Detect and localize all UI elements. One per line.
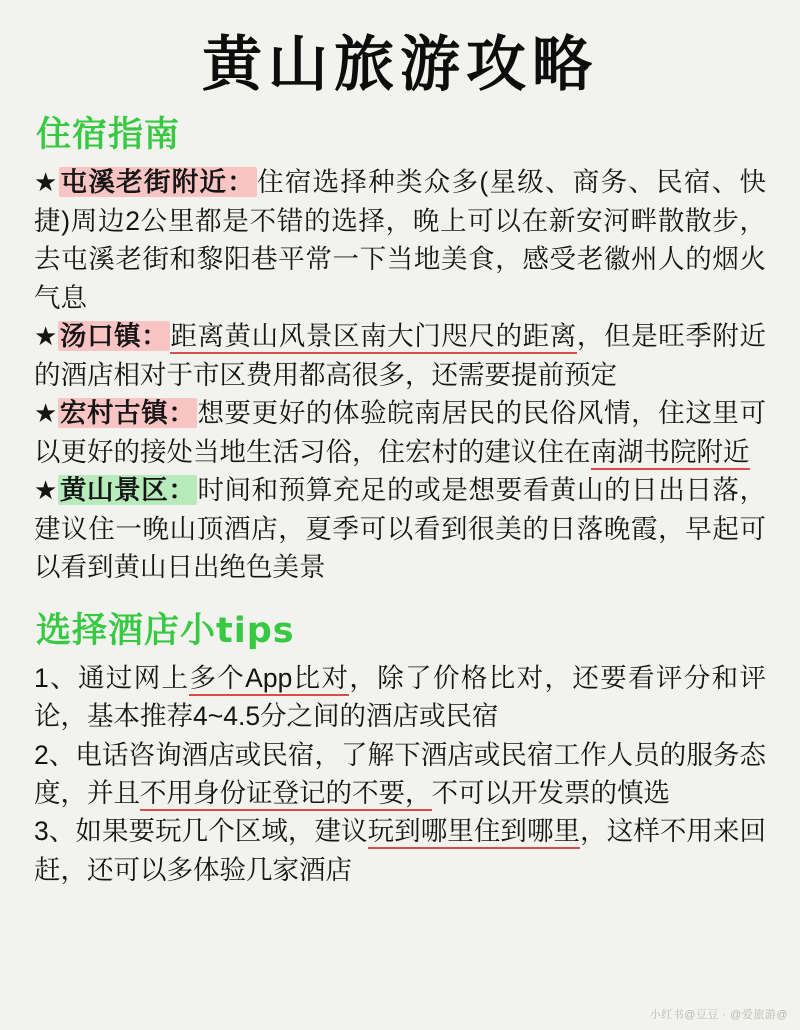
star-icon: ★	[34, 475, 58, 506]
section-heading-accommodation: 住宿指南	[36, 115, 181, 155]
item-label: 黄山景区：	[59, 475, 196, 506]
item-body: 想要更好的体验皖南居民的民俗风情，住这里可以更好的接处当地生活习俗，住宏村的建议住在	[34, 398, 767, 467]
item-text-underlined: 多个App比对	[189, 663, 349, 696]
star-icon: ★	[34, 398, 58, 429]
item-number: 1、	[34, 662, 78, 693]
section-hotel-tips	[34, 603, 766, 890]
item-text-after: ，除了价格比对，还要看评分和评论，基本推荐4~4.5分之间的酒店或民宿	[34, 662, 767, 732]
list-item	[34, 659, 766, 736]
list-item	[34, 163, 766, 317]
item-label: 屯溪老街附近：	[60, 167, 256, 197]
list-item	[34, 317, 766, 394]
list-item	[34, 736, 766, 813]
item-body-underlined-tail: 南湖书院附近	[591, 437, 750, 470]
list-item	[34, 471, 766, 587]
item-body: ，但是旺季附近的酒店相对于市区费用都高很多，还需要提前预定	[34, 320, 767, 390]
item-text-after: ，这样不用来回赶，还可以多体验几家酒店	[34, 816, 767, 885]
item-body: 住宿选择种类众多(星级、商务、民宿、快捷)周边2公里都是不错的选择，晚上可以在新安河畔散散步，去屯溪老街和黎阳巷平常一下当地美食，感受老徽州人的烟火气息	[34, 167, 766, 313]
item-label: 宏村古镇：	[59, 398, 196, 429]
item-text-underlined: 不用身份证登记的不要，	[140, 778, 432, 811]
item-body-underlined: 距离黄山风景区南大门咫尺的距离	[170, 321, 577, 354]
section-heading-tips: 选择酒店小tips	[36, 610, 295, 651]
watermark: 小红书@豆豆 · @爱旅游@	[649, 1009, 788, 1021]
list-item	[34, 394, 766, 471]
star-icon: ★	[34, 320, 58, 351]
item-number: 2、	[34, 739, 76, 770]
item-text-before: 通过网上	[77, 662, 190, 693]
item-text-after: 不可以开发票的慎选	[431, 777, 670, 808]
section-accommodation	[34, 107, 766, 587]
item-text-underlined: 玩到哪里住到哪里	[368, 816, 581, 849]
star-icon: ★	[34, 167, 59, 197]
item-number: 3、	[34, 816, 76, 847]
item-body: 时间和预算充足的或是想要看黄山的日出日落，建议住一晚山顶酒店，夏季可以看到很美的日落晚霞，早起可以看到黄山日出绝色美景	[34, 475, 767, 583]
list-item	[34, 812, 766, 889]
page-title: 黄山旅游攻略	[202, 30, 598, 100]
item-text-before: 如果要玩几个区域，建议	[75, 816, 368, 847]
item-text-before: 电话咨询酒店或民宿，了解下酒店或民宿工作人员的服务态度，并且	[34, 739, 766, 808]
item-label: 汤口镇：	[59, 320, 169, 351]
